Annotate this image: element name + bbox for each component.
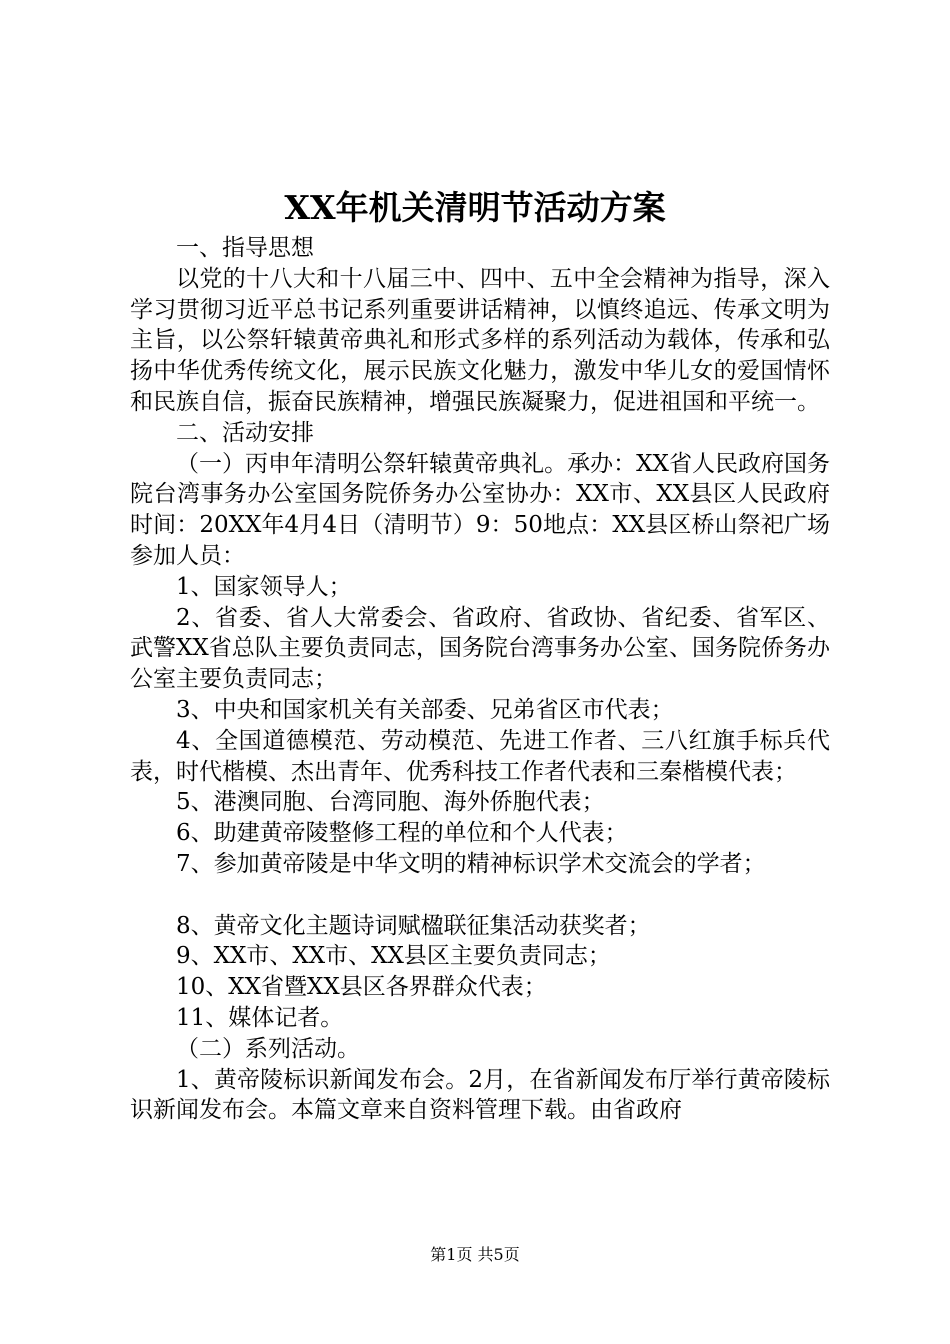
paragraph-ceremony-details: （一）丙申年清明公祭轩辕黄帝典礼。承办：XX省人民政府国务院台湾事务办公室国务院侨务办公室协办：XX市、XX县区人民政府时间：20XX年4月4日（清明节）9：50地点：XX县区桥山祭祀广场参加人员：	[130, 450, 830, 569]
paragraph-guiding-ideology: 以党的十八大和十八届三中、四中、五中全会精神为指导，深入学习贯彻习近平总书记系列重要讲话精神，以慎终追远、传承文明为主旨，以公祭轩辕黄帝典礼和形式多样的系列活动为载体，传承和弘扬中华优秀传统文化，展示民族文化魅力，激发中华儿女的爱国情怀和民族自信，振奋民族精神，增强民族凝聚力，促进祖国和平统一。	[130, 265, 830, 415]
section-heading-activity-arrangement: 二、活动安排	[176, 419, 314, 446]
document-body	[130, 233, 830, 1126]
list-item-attendee-2: 2、省委、省人大常委会、省政府、省政协、省纪委、省军区、武警XX省总队主要负责同志，国务院台湾事务办公室、国务院侨务办公室主要负责同志；	[130, 604, 830, 693]
list-item-attendee-7: 7、参加黄帝陵是中华文明的精神标识学术交流会的学者；	[176, 850, 766, 877]
list-item-attendee-3: 3、中央和国家机关有关部委、兄弟省区市代表；	[176, 696, 674, 723]
subsection-heading-series-activities: （二）系列活动。	[176, 1035, 360, 1062]
blank-line	[130, 880, 830, 911]
document-title: XX年机关清明节活动方案	[284, 188, 666, 227]
list-item-attendee-10: 10、XX省暨XX县区各界群众代表；	[176, 974, 547, 1001]
list-item-attendee-5: 5、港澳同胞、台湾同胞、海外侨胞代表；	[176, 789, 605, 816]
list-item-attendee-6: 6、助建黄帝陵整修工程的单位和个人代表；	[176, 820, 628, 847]
list-item-attendee-8: 8、黄帝文化主题诗词赋楹联征集活动获奖者；	[176, 912, 651, 939]
list-item-attendee-9: 9、XX市、XX市、XX县区主要负责同志；	[176, 943, 611, 970]
list-item-attendee-4: 4、全国道德模范、劳动模范、先进工作者、三八红旗手标兵代表，时代楷模、杰出青年、优秀科技工作者代表和三秦楷模代表；	[130, 727, 830, 785]
list-item-attendee-11: 11、媒体记者。	[176, 1004, 344, 1031]
paragraph-press-conference: 1、黄帝陵标识新闻发布会。2月，在省新闻发布厅举行黄帝陵标识新闻发布会。本篇文章来自资料管理下载。由省政府	[130, 1066, 830, 1124]
section-heading-guiding-ideology: 一、指导思想	[176, 235, 314, 261]
list-item-attendee-1: 1、国家领导人；	[176, 573, 352, 600]
page-footer: 第1页 共5页	[430, 1245, 520, 1264]
